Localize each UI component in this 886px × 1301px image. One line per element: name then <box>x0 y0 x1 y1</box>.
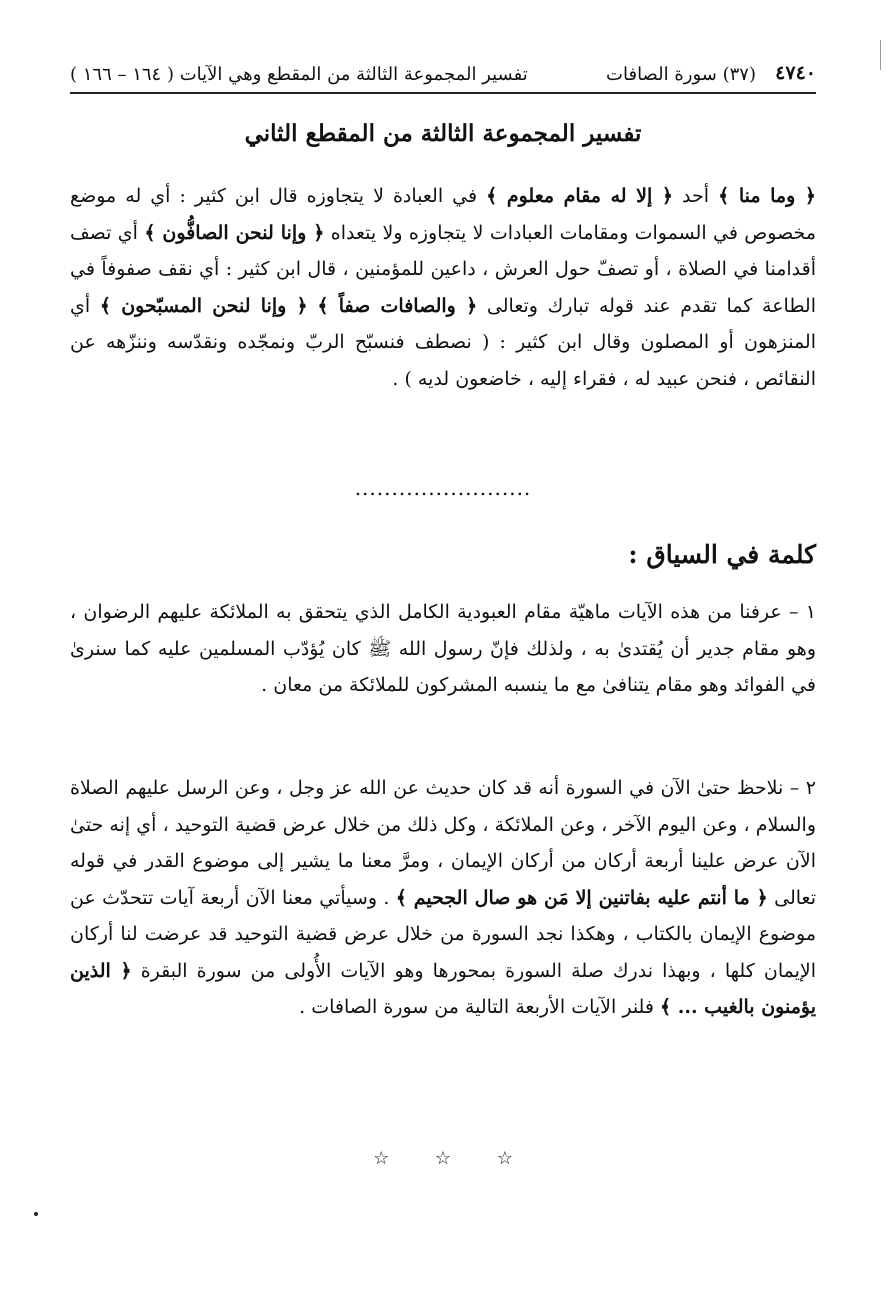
quran-quote: ﴿ ما أنتم عليه بفاتنين إلا مَن هو صال الجحيم ﴾ <box>395 886 768 909</box>
header-rule <box>70 92 816 94</box>
quran-quote: ﴿ وإنا لنحن الصافُّون ﴾ <box>144 221 325 244</box>
margin-mark <box>880 40 881 70</box>
quran-quote: ﴿ والصافات صفاً ﴾ <box>317 294 478 317</box>
text-run: ٢ – نلاحظ حتىٰ الآن في السورة أنه قد كان حديث عن الله عز وجل ، وعن الرسل عليهم الصلاة والسلام ، وعن اليوم الآخر ، وعن الملائكة ، وكل ذلك من خلال عرض قضية التوحيد ، أي إنه حتىٰ الآن عرض علينا أربعة أركان من أركان الإيمان ، ومرَّ معنا ما يشير إلى موضوع القدر في قوله تعالى <box>70 777 817 909</box>
text-run: فلنر الآيات الأربعة التالية من سورة الصافات . <box>299 996 660 1018</box>
quran-quote: ﴿ وما منا ﴾ <box>718 185 817 207</box>
context-paragraph-2 <box>70 770 816 1026</box>
section-title: تفسير المجموعة الثالثة من المقطع الثاني <box>244 120 642 147</box>
text-run: أي المنزهون أو المصلون وقال ابن كثير : ( نصطف فنسبّح الربّ ونمجّده ونقدّسه وننزّهه عن النقائص ، فنحن عبيد له ، فقراء إليه ، خاضعون لديه ) . <box>70 294 816 390</box>
page-number: ٤٧٤٠ <box>775 62 816 84</box>
text-run <box>308 295 318 317</box>
context-heading: كلمة في السياق : <box>628 540 816 569</box>
section-reference: تفسير المجموعة الثالثة من المقطع وهي الآيات ( ١٦٤ – ١٦٦ ) <box>70 64 528 85</box>
tafsir-paragraph <box>70 178 816 397</box>
text-run: ١ – عرفنا من هذه الآيات ماهيّة مقام العبودية الكامل الذي يتحقق به الملائكة عليهم الرضوان ، وهو مقام جدير أن يُقتدىٰ به ، ولذلك فإنّ رسول الله ﷺ كان يُؤدّب المسلمين عليه كما سنرىٰ في الفوائد وهو مقام يتنافىٰ مع ما ينسبه المشركون للملائكة من معان . <box>70 601 816 696</box>
surah-reference: (٣٧) سورة الصافات <box>606 64 756 85</box>
text-run: في العبادة لا يتجاوزه قال ابن كثير : أي له موضع مخصوص في السموات ومقامات العبادات لا يتجاوزه ولا يتعداه <box>70 185 816 244</box>
quran-quote: ﴿ الذين يؤمنون بالغيب ... ﴾ <box>70 959 816 1018</box>
quran-quote: ﴿ وإنا لنحن المسبّحون ﴾ <box>99 294 308 317</box>
running-header <box>70 58 816 92</box>
text-run: أحد <box>673 185 719 207</box>
context-paragraph-1 <box>70 594 816 704</box>
text-run: . وسيأتي معنا الآن أربعة آيات تتحدّث عن موضوع الإيمان بالكتاب ، وهكذا نجد السورة من خلال عرض قضية التوحيد قد عرضت لنا أركان الإيمان كلها ، وبهذا ندرك صلة السورة بمحورها وهو الآيات الأُولى من سورة البقرة <box>70 886 816 982</box>
quran-quote: ﴿ إلا له مقام معلوم ﴾ <box>486 185 674 207</box>
end-stars: ☆ ☆ ☆ <box>373 1148 513 1169</box>
page-speck <box>34 1212 38 1216</box>
dotted-separator: ........................ <box>354 476 532 500</box>
text-run: أي تصف أقدامنا في الصلاة ، أو تصفّ حول العرش ، داعين للمؤمنين ، قال ابن كثير : أي نقف صفوفاً في الطاعة كما تقدم عند قوله تبارك وتعالى <box>70 221 817 317</box>
